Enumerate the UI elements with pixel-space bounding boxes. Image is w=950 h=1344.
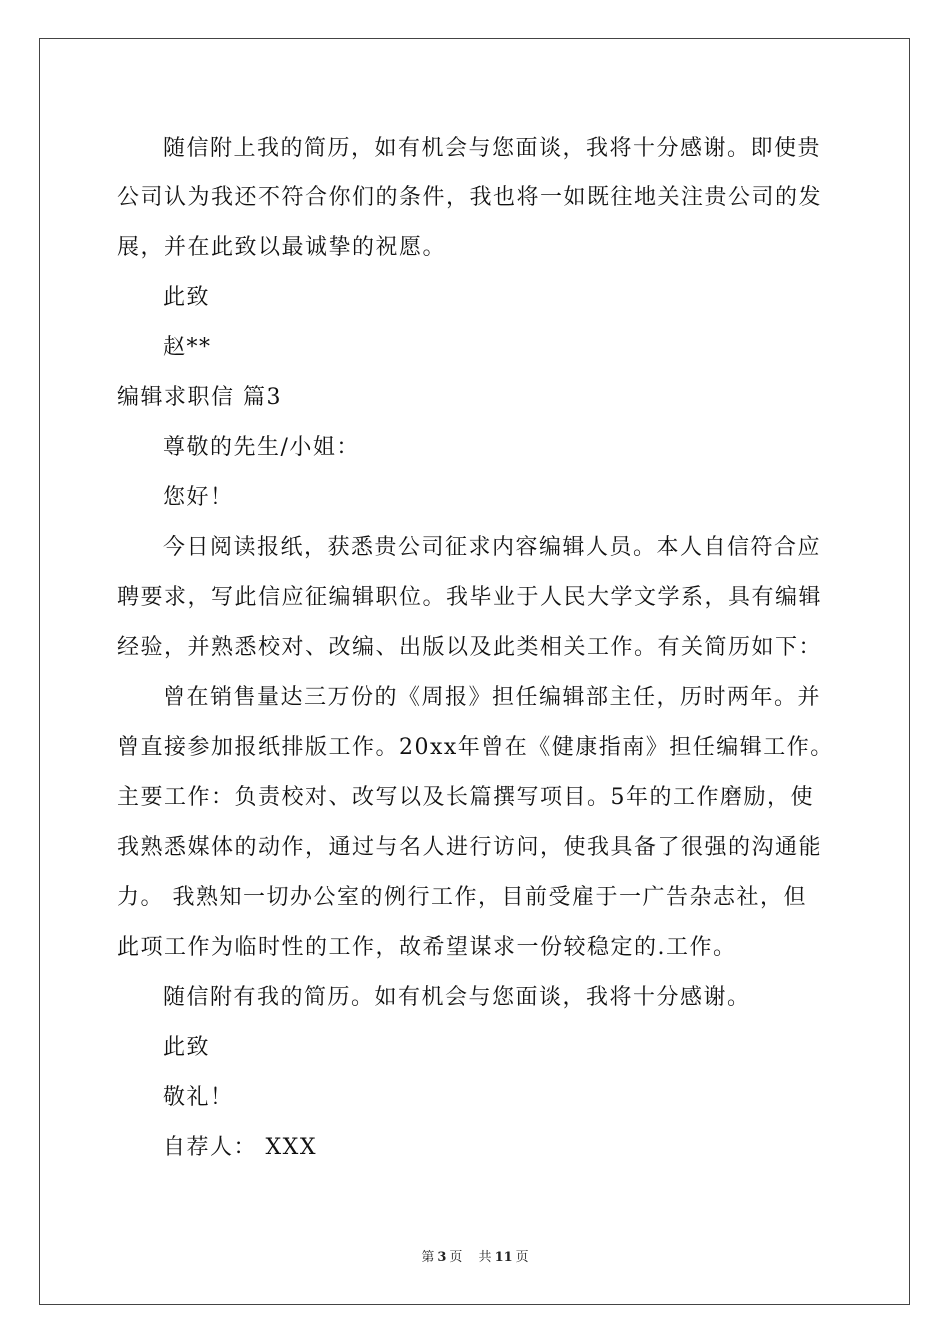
page-border: [39, 38, 910, 1305]
closing-line: 此致: [163, 1035, 211, 1060]
body-line: 经验，并熟悉校对、改编、出版以及此类相关工作。有关简历如下：: [117, 635, 823, 660]
total-prefix: 共: [478, 1250, 492, 1265]
body-line: 展，并在此致以最诚挚的祝愿。: [117, 235, 447, 260]
body-line: 聘要求，写此信应征编辑职位。我毕业于人民大学文学系，具有编辑: [117, 585, 823, 610]
closing-line: 敬礼！: [163, 1085, 234, 1110]
body-line: 此项工作为临时性的工作，故希望谋求一份较稳定的.工作。: [117, 935, 737, 960]
body-line: 力。 我熟知一切办公室的例行工作，目前受雇于一广告杂志社，但: [117, 885, 807, 910]
salutation-line: 尊敬的先生/小姐：: [163, 435, 360, 460]
body-line: 公司认为我还不符合你们的条件，我也将一如既往地关注贵公司的发: [117, 185, 823, 210]
page-indicator: [418, 1250, 465, 1265]
section-heading: 编辑求职信 篇3: [117, 385, 282, 410]
total-indicator: [476, 1250, 532, 1265]
page-prefix: 第: [421, 1250, 435, 1265]
closing-line: 此致: [163, 285, 211, 310]
body-line: 曾直接参加报纸排版工作。20xx年曾在《健康指南》担任编辑工作。: [117, 735, 834, 760]
body-line: 主要工作：负责校对、改写以及长篇撰写项目。5年的工作磨励，使: [117, 785, 814, 810]
signature-line: 自荐人： XXX: [163, 1135, 317, 1160]
total-suffix: 页: [515, 1250, 529, 1265]
body-line: 随信附上我的简历，如有机会与您面谈，我将十分感谢。即使贵: [163, 136, 822, 161]
page-footer: [0, 1246, 950, 1265]
page-suffix: 页: [449, 1250, 463, 1265]
page-number: 3: [437, 1250, 447, 1265]
total-pages: 11: [494, 1250, 513, 1265]
body-line: 随信附有我的简历。如有机会与您面谈，我将十分感谢。: [163, 985, 751, 1010]
body-line: 我熟悉媒体的动作，通过与名人进行访问，使我具备了很强的沟通能: [117, 835, 823, 860]
body-line: 今日阅读报纸，获悉贵公司征求内容编辑人员。本人自信符合应: [163, 535, 822, 560]
greeting-line: 您好！: [163, 485, 234, 510]
body-line: 曾在销售量达三万份的《周报》担任编辑部主任，历时两年。并: [163, 685, 822, 710]
signature-line: 赵**: [163, 335, 212, 360]
